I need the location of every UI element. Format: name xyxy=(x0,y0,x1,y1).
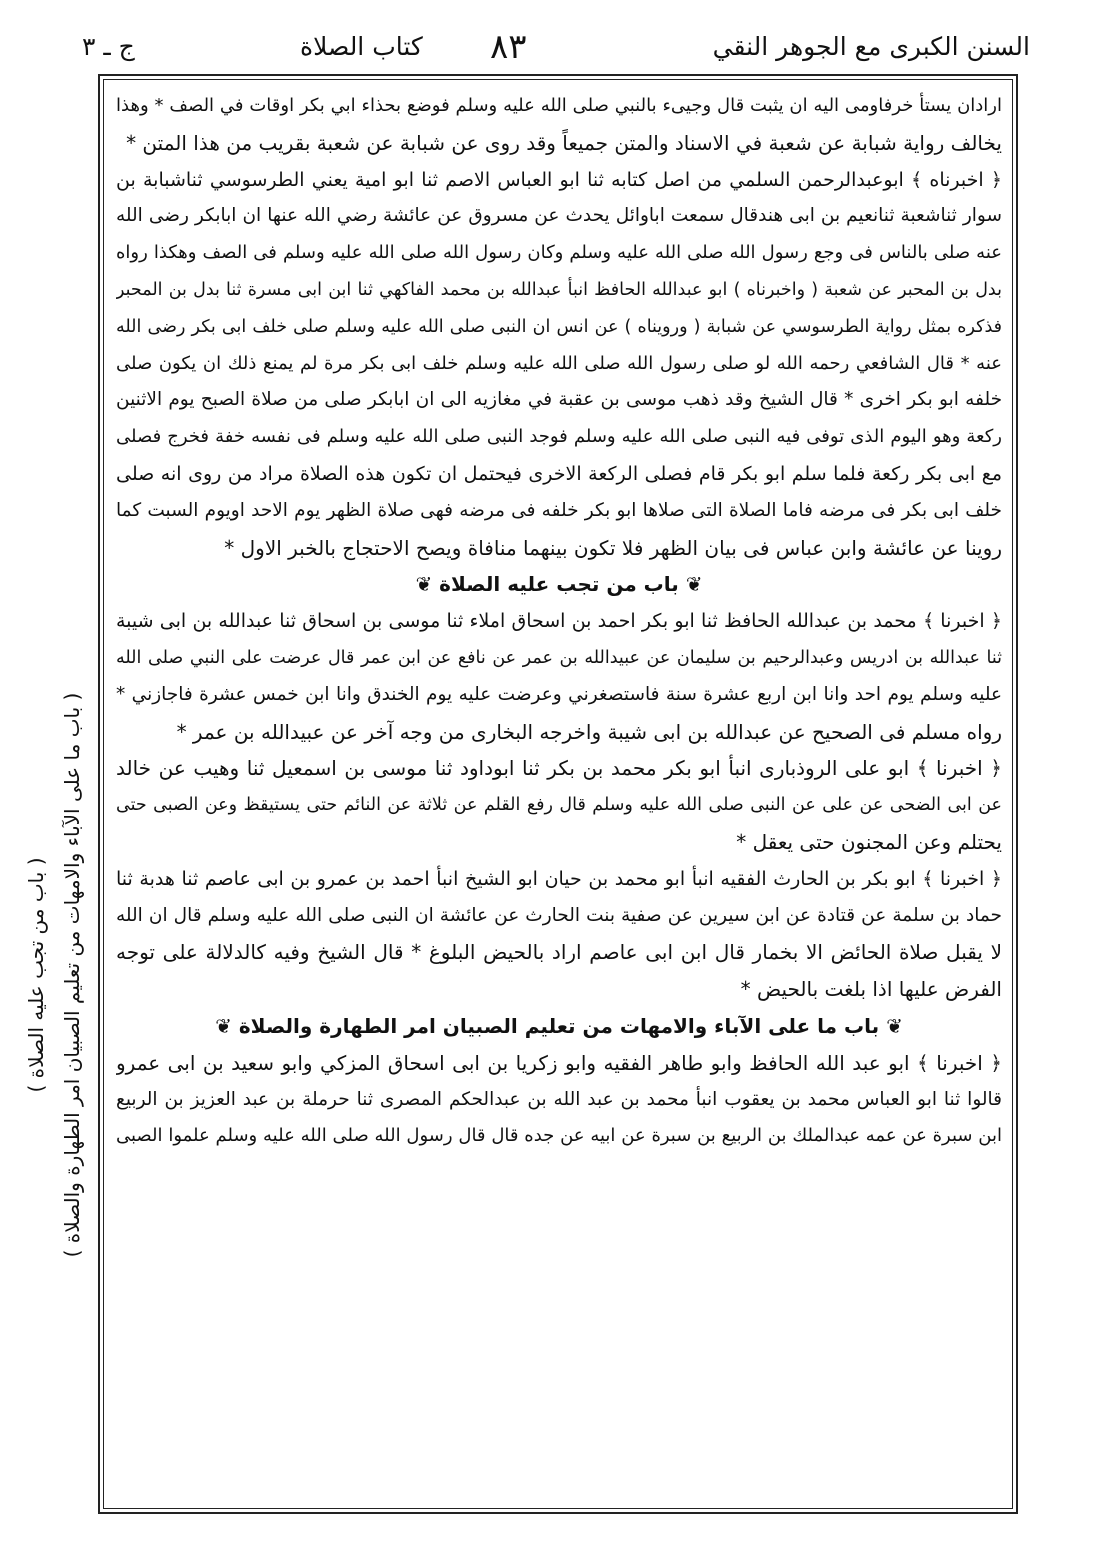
page-number: ٨٣ xyxy=(490,27,527,67)
text-line: بدل بن المحبر عن شعبة ( واخبرناه ) ابو عبدالله الحافظ انبأ عبدالله بن محمد الفاكهي ثنا ابن ابى مسرة ثنا بدل بن المحبر xyxy=(116,279,1002,300)
text-body xyxy=(116,88,1002,1155)
section-heading: ❦ باب ما على الآباء والامهات من تعليم الصبيان امر الطهارة والصلاة ❦ xyxy=(116,1008,1002,1045)
text-line: يحتلم وعن المجنون حتى يعقل * xyxy=(736,829,1002,854)
text-line: خلف ابى بكر فى مرضه فاما الصلاة التى صلاها ابو بكر خلفه فى مرضه فهى صلاة الظهر يوم الاحد اويوم السبت كما xyxy=(116,499,1002,521)
book-title: السنن الكبرى مع الجوهر النقي xyxy=(712,32,1030,61)
text-line: الفرض عليها اذا بلغت بالحيض * xyxy=(740,977,1002,1002)
text-line: فذكره بمثل رواية الطرسوسي عن شبابة ( ورويناه ) عن انس ان النبى صلى الله عليه وسلم صلى خلف ابى بكر رضى الله xyxy=(116,316,1002,337)
text-line: سوار ثناشعبة ثنانعيم بن ابى هندقال سمعت اباوائل يحدث عن مسروق عن عائشة رضي الله عنها ان ابابكر رضى الله xyxy=(116,205,1002,227)
text-line: مع ابى بكر ركعة فلما سلم ابو بكر قام فصلى الركعة الاخرى فيحتمل ان تكون هذه الصلاة مراد من روى انه صلى xyxy=(116,462,1002,485)
text-line: روينا عن عائشة وابن عباس فى بيان الظهر فلا تكون بينهما منافاة ويصح الاحتجاج بالخبر الاول * xyxy=(224,535,1002,560)
text-frame xyxy=(98,74,1018,1514)
text-line: عليه وسلم يوم احد وانا ابن اربع عشرة سنة فاستصغرني وعرضت عليه يوم الخندق وانا ابن خمس عشرة فاجازني * xyxy=(116,683,1002,705)
section-heading: ❦ باب من تجب عليه الصلاة ❦ xyxy=(116,566,1002,603)
text-line: ﴿ اخبرنا ﴾ ابو عبد الله الحافظ وابو طاهر الفقيه وابو زكريا بن ابى اسحاق المزكي وابو سعيد بن ابى عمرو xyxy=(116,1050,1002,1075)
text-line: لا يقبل صلاة الحائض الا بخمار قال ابن ابى عاصم اراد بالحيض البلوغ * قال الشيخ وفيه كالدلالة على توجه xyxy=(116,940,1002,965)
text-line: ﴿ اخبرناه ﴾ ابوعبدالرحمن السلمي من اصل كتابه ثنا ابو العباس الاصم ثنا ابو امية يعني الطرسوسي ثناشبابة بن xyxy=(116,168,1002,191)
text-line: خلفه ابو بكر اخرى * قال الشيخ وقد ذهب موسى بن عقبة في مغازيه الى ان ابابكر صلى من صلاة الصبح يوم الاثنين xyxy=(116,389,1002,411)
text-line: ﴿ اخبرنا ﴾ ابو بكر بن الحارث الفقيه انبأ ابو محمد بن حيان ابو الشيخ انبأ احمد بن عمرو بن ابى عاصم ثنا هدبة ثنا xyxy=(116,867,1002,890)
text-line: ركعة وهو اليوم الذى توفى فيه النبى صلى الله عليه وسلم فوجد النبى صلى الله عليه وسلم فى نفسه خفة فخرج فصلى xyxy=(116,426,1002,448)
text-line: ارادان يستأ خرفاومى اليه ان يثبت قال وجيىء بالنبي صلى الله عليه وسلم فوضع بحذاء ابي بكر اوقات في الصف * وهذا xyxy=(116,95,1002,116)
page-header xyxy=(70,27,1030,70)
text-line: ابن سبرة عن عمه عبدالملك بن الربيع بن سبرة عن ابيه عن جده قال قال رسول الله صلى الله عليه وسلم علموا الصبى xyxy=(116,1125,1002,1147)
volume-label: ج ـ ٣ xyxy=(82,32,135,61)
margin-note: ( باب ما على الآباء والامهات من تعليم الصبيان امر الطهارة والصلاة ) xyxy=(60,692,84,1258)
margin-notes xyxy=(18,540,90,1410)
text-line: ﴿ اخبرنا ﴾ محمد بن عبدالله الحافظ ثنا ابو بكر احمد بن اسحاق املاء ثنا موسى بن اسحاق ثنا عبدالله بن ابى شيبة xyxy=(116,610,1002,633)
text-line: حماد بن سلمة عن قتادة عن ابن سيرين عن صفية بنت الحارث عن عائشة ان النبى صلى الله عليه وسلم قال ان الله xyxy=(116,904,1002,926)
margin-note: ( باب من تجب عليه الصلاة ) xyxy=(24,857,48,1093)
text-line: عن ابى الضحى عن على عن النبى صلى الله عليه وسلم قال رفع القلم عن ثلاثة عن النائم حتى يستيقظ وعن الصبى حتى xyxy=(116,795,1002,816)
text-line: ﴿ اخبرنا ﴾ ابو على الروذبارى انبأ ابو بكر محمد بن بكر ثنا ابوداود ثنا موسى بن اسمعيل ثنا وهيب عن خالد xyxy=(116,756,1002,781)
chapter-title: كتاب الصلاة xyxy=(300,32,423,61)
text-line: عنه صلى بالناس فى وجع رسول الله صلى الله عليه وسلم وكان رسول الله صلى الله عليه وسلم فى الصف وهكذا رواه xyxy=(116,242,1002,264)
text-line: يخالف رواية شبابة عن شعبة في الاسناد والمتن جميعاً وقد روى عن شبابة عن شعبة بقريب من هذا المتن * xyxy=(126,130,1002,155)
text-line: ثنا عبدالله بن ادريس وعبدالرحيم بن سليمان عن عبيدالله بن عمر عن نافع عن ابن عمر قال عرضت على النبي صلى الله xyxy=(116,647,1002,668)
text-line: عنه * قال الشافعي رحمه الله لو صلى رسول الله صلى الله عليه وسلم خلف ابى بكر مرة لم يمنع ذلك ان يكون صلى xyxy=(116,352,1002,374)
text-line: قالوا ثنا ابو العباس محمد بن يعقوب انبأ محمد بن عبد الله بن عبدالحكم المصرى ثنا حرملة بن عبد العزيز بن الربيع xyxy=(116,1088,1002,1110)
text-line: رواه مسلم فى الصحيح عن عبدالله بن ابى شيبة واخرجه البخارى من وجه آخر عن عبيدالله بن عمر * xyxy=(176,719,1002,744)
